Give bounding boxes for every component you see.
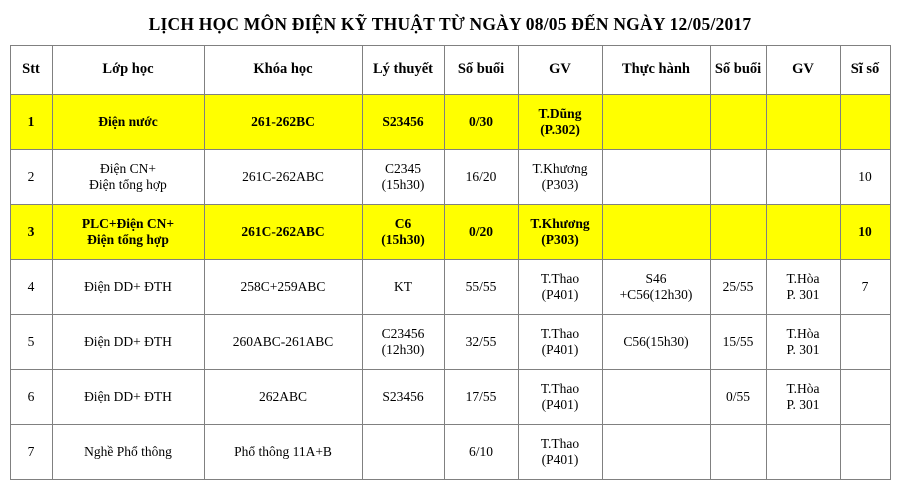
column-header-so-buoi-ly-thuyet: Số buổi [444,46,518,95]
cell-so-buoi-thuc-hanh [710,425,766,480]
column-header-gv-thuc-hanh: GV [766,46,840,95]
cell-lop-hoc-line: Điện CN+ [100,160,156,176]
cell-gv-thuc-hanh [766,260,840,315]
table-row [10,205,890,260]
cell-stt: 4 [10,260,52,315]
cell-ly-thuyet [362,315,444,370]
cell-lop-hoc-line: Nghề Phổ thông [84,443,172,459]
cell-lop-hoc [52,315,204,370]
cell-lop-hoc [52,95,204,150]
cell-gv-thuc-hanh [766,205,840,260]
cell-so-buoi-thuc-hanh [710,260,766,315]
cell-si-so [840,315,890,370]
cell-so-buoi-ly-thuyet-line: 17/55 [465,388,497,404]
cell-so-buoi-ly-thuyet-line: 55/55 [465,278,497,294]
cell-so-buoi-thuc-hanh-line: 25/55 [722,278,754,294]
cell-si-so [840,260,890,315]
schedule-table [10,45,891,480]
cell-gv-ly-thuyet-line: T.Khương [532,160,588,176]
cell-ly-thuyet-line: C23456 [381,325,425,341]
cell-khoa-hoc [204,205,362,260]
table-header [10,46,890,95]
cell-thuc-hanh [602,150,710,205]
cell-so-buoi-thuc-hanh-line: 15/55 [722,333,754,349]
cell-gv-ly-thuyet-line: (P401) [541,287,579,302]
cell-gv-ly-thuyet [518,150,602,205]
column-header-khoa-hoc: Khóa học [204,46,362,95]
column-header-si-so: Sĩ số [840,46,890,95]
cell-thuc-hanh-line: +C56(12h30) [619,287,693,302]
cell-so-buoi-ly-thuyet-line: 0/30 [468,113,493,129]
cell-ly-thuyet [362,205,444,260]
cell-ly-thuyet-line: (15h30) [381,177,425,192]
cell-ly-thuyet [362,370,444,425]
cell-ly-thuyet-line: S23456 [382,388,424,404]
cell-gv-ly-thuyet-line: (P.302) [540,122,580,137]
cell-gv-ly-thuyet-line: T.Thao [540,325,580,341]
cell-ly-thuyet-line: C6 [394,215,412,231]
cell-stt: 2 [10,150,52,205]
cell-gv-thuc-hanh-line: T.Hòa [786,325,820,341]
cell-gv-ly-thuyet-line: (P303) [541,177,579,192]
cell-ly-thuyet-line: (15h30) [381,232,425,247]
cell-si-so-line: 7 [861,278,869,294]
cell-so-buoi-ly-thuyet [444,370,518,425]
cell-gv-thuc-hanh [766,370,840,425]
cell-khoa-hoc-line: 260ABC-261ABC [232,333,334,349]
cell-thuc-hanh [602,205,710,260]
cell-gv-ly-thuyet [518,260,602,315]
cell-so-buoi-thuc-hanh [710,95,766,150]
column-header-thuc-hanh: Thực hành [602,46,710,95]
cell-ly-thuyet [362,150,444,205]
cell-gv-ly-thuyet-line: (P401) [541,452,579,467]
cell-so-buoi-ly-thuyet [444,260,518,315]
cell-si-so-line: 10 [858,223,872,239]
cell-lop-hoc [52,150,204,205]
cell-khoa-hoc [204,260,362,315]
table-header-row [10,46,890,95]
column-header-ly-thuyet: Lý thuyết [362,46,444,95]
cell-gv-thuc-hanh-line: P. 301 [786,397,820,412]
cell-so-buoi-ly-thuyet [444,150,518,205]
cell-so-buoi-thuc-hanh [710,205,766,260]
cell-so-buoi-thuc-hanh-line: 0/55 [725,388,750,404]
cell-gv-ly-thuyet-line: T.Dũng [538,105,582,121]
cell-lop-hoc-line: Điện DD+ ĐTH [84,388,172,404]
cell-gv-ly-thuyet-line: T.Khương [530,215,590,231]
cell-lop-hoc-line: Điện DD+ ĐTH [84,333,172,349]
cell-lop-hoc-line: Điện tổng hợp [89,177,167,192]
cell-ly-thuyet-line: C2345 [384,160,421,176]
cell-gv-thuc-hanh-line: T.Hòa [786,270,820,286]
cell-ly-thuyet [362,425,444,480]
cell-thuc-hanh-line: C56(15h30) [623,333,689,349]
cell-so-buoi-ly-thuyet-line: 16/20 [465,168,497,184]
cell-thuc-hanh [602,95,710,150]
cell-si-so-line: 10 [858,168,872,184]
cell-khoa-hoc [204,370,362,425]
cell-thuc-hanh [602,260,710,315]
cell-si-so [840,370,890,425]
cell-si-so [840,425,890,480]
cell-gv-ly-thuyet-line: (P303) [541,232,579,247]
cell-gv-thuc-hanh [766,315,840,370]
cell-gv-thuc-hanh-line: T.Hòa [786,380,820,396]
cell-gv-thuc-hanh [766,95,840,150]
cell-gv-ly-thuyet [518,205,602,260]
column-header-gv-ly-thuyet: GV [518,46,602,95]
column-header-lop-hoc: Lớp học [52,46,204,95]
cell-stt: 1 [10,95,52,150]
cell-khoa-hoc-line: 258C+259ABC [240,278,326,294]
cell-gv-thuc-hanh [766,150,840,205]
column-header-so-buoi-thuc-hanh: Số buổi [710,46,766,95]
cell-so-buoi-ly-thuyet-line: 32/55 [465,333,497,349]
cell-khoa-hoc-line: 261C-262ABC [241,223,325,239]
cell-stt: 5 [10,315,52,370]
cell-so-buoi-ly-thuyet-line: 6/10 [468,443,493,459]
cell-so-buoi-thuc-hanh [710,150,766,205]
cell-thuc-hanh [602,370,710,425]
cell-lop-hoc-line: Điện DD+ ĐTH [84,278,172,294]
cell-gv-ly-thuyet [518,370,602,425]
page-title: LỊCH HỌC MÔN ĐIỆN KỸ THUẬT TỪ NGÀY 08/05 ĐẾN NGÀY 12/05/2017 [148,14,752,34]
cell-khoa-hoc [204,315,362,370]
cell-stt: 3 [10,205,52,260]
cell-lop-hoc [52,205,204,260]
cell-lop-hoc [52,260,204,315]
cell-stt: 6 [10,370,52,425]
cell-ly-thuyet [362,260,444,315]
cell-so-buoi-thuc-hanh [710,370,766,425]
cell-khoa-hoc [204,425,362,480]
table-row [10,315,890,370]
cell-khoa-hoc-line: 261C-262ABC [242,168,324,184]
cell-thuc-hanh [602,425,710,480]
cell-gv-ly-thuyet-line: T.Thao [540,270,580,286]
cell-gv-ly-thuyet-line: T.Thao [540,435,580,451]
cell-gv-ly-thuyet [518,95,602,150]
cell-gv-thuc-hanh-line: P. 301 [786,287,820,302]
table-row [10,95,890,150]
cell-si-so [840,95,890,150]
cell-so-buoi-thuc-hanh [710,315,766,370]
cell-gv-ly-thuyet-line: (P401) [541,342,579,357]
cell-lop-hoc-line: Điện nước [98,113,158,129]
cell-gv-ly-thuyet-line: (P401) [541,397,579,412]
cell-si-so [840,205,890,260]
cell-gv-ly-thuyet-line: T.Thao [540,380,580,396]
column-header-stt: Stt [10,46,52,95]
cell-khoa-hoc-line: Phổ thông 11A+B [234,443,332,459]
cell-stt: 7 [10,425,52,480]
cell-gv-ly-thuyet [518,315,602,370]
cell-khoa-hoc-line: 262ABC [258,388,307,404]
cell-lop-hoc [52,425,204,480]
cell-khoa-hoc-line: 261-262BC [251,113,315,129]
cell-gv-ly-thuyet [518,425,602,480]
table-row [10,370,890,425]
cell-khoa-hoc [204,95,362,150]
cell-so-buoi-ly-thuyet [444,205,518,260]
table-body [10,95,890,480]
cell-ly-thuyet-line: S23456 [382,113,424,129]
cell-so-buoi-ly-thuyet-line: 0/20 [468,223,493,239]
cell-so-buoi-ly-thuyet [444,95,518,150]
cell-ly-thuyet [362,95,444,150]
cell-thuc-hanh [602,315,710,370]
table-row [10,150,890,205]
cell-lop-hoc [52,370,204,425]
cell-so-buoi-ly-thuyet [444,425,518,480]
cell-ly-thuyet-line: (12h30) [381,342,425,357]
cell-thuc-hanh-line: S46 [645,270,667,286]
cell-lop-hoc-line: PLC+Điện CN+ [81,215,175,231]
cell-ly-thuyet-line: KT [394,278,412,294]
cell-khoa-hoc [204,150,362,205]
table-row [10,425,890,480]
table-row [10,260,890,315]
cell-gv-thuc-hanh-line: P. 301 [786,342,820,357]
cell-si-so [840,150,890,205]
cell-gv-thuc-hanh [766,425,840,480]
cell-so-buoi-ly-thuyet [444,315,518,370]
cell-lop-hoc-line: Điện tổng hợp [87,232,169,247]
